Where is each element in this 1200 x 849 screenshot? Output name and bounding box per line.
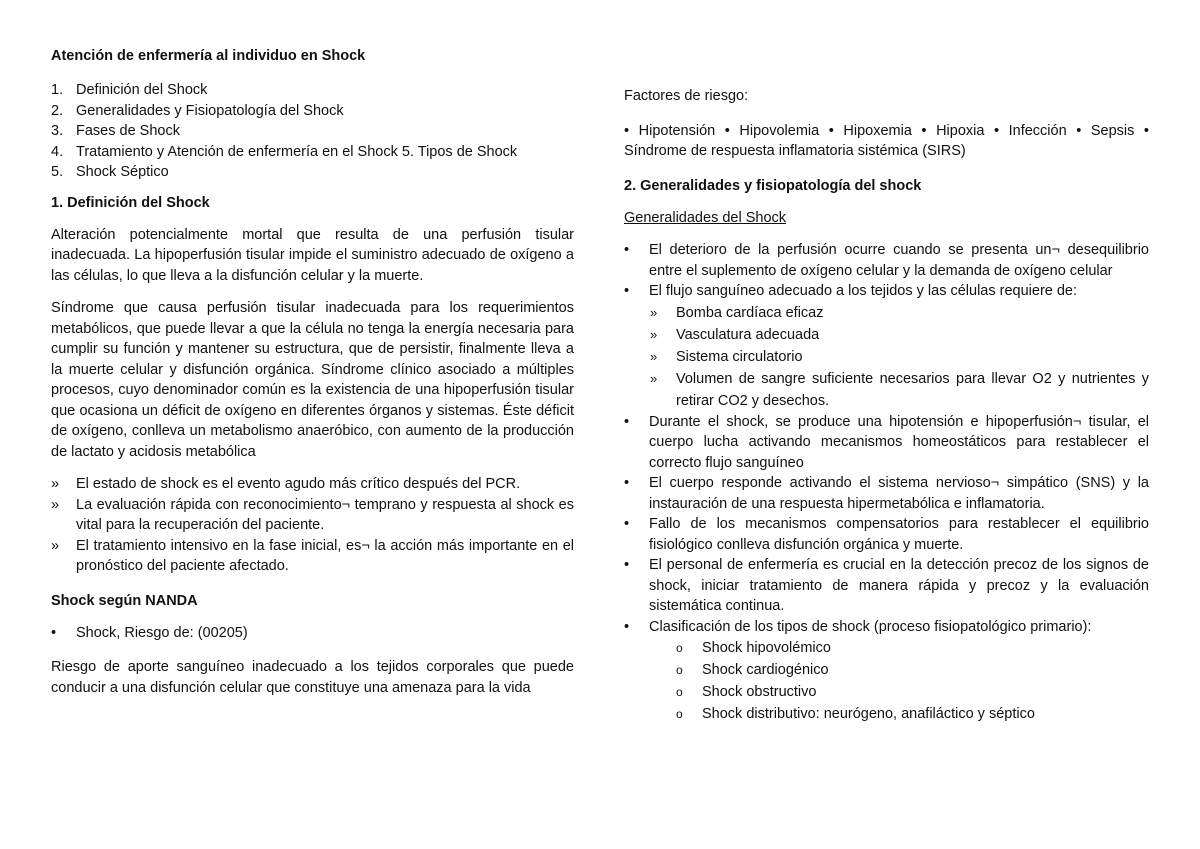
list-item: • El cuerpo responde activando el sistema nervioso¬ simpático (SNS) y la instauración de una respuesta hipermetabólica e inflamatoria.: [624, 475, 1149, 512]
list-item: » La evaluación rápida con reconocimiento¬ temprano y respuesta al shock es vital para la recuperación del paciente.: [51, 496, 574, 533]
arrow-bullet-list: [51, 474, 574, 577]
list-item: • Clasificación de los tipos de shock (proceso fisiopatológico primario): o Shock hipovolémico o Shock cardiogénico o Shock obstructivo o Shock distributivo: neurógeno, anafiláctico y séptico: [624, 617, 1149, 726]
list-item: » El tratamiento intensivo en la fase inicial, es¬ la acción más importante en el pronóstico del paciente afectado.: [51, 537, 574, 574]
list-item: • El flujo sanguíneo adecuado a los tejidos y las células requiere de: » Bomba cardíaca eficaz » Vasculatura adecuada » Sistema circulatorio » Volumen de sangre suficiente necesarios para llevar O2 y nutrientes y retirar CO2 y desechos.: [624, 281, 1149, 412]
list-item: • Durante el shock, se produce una hipotensión e hipoperfusión¬ tisular, el cuerpo lucha activando mecanismos homeostáticos para restablecer el correcto flujo sanguíneo: [624, 413, 1149, 471]
list-item: » El estado de shock es el evento agudo más crítico después del PCR.: [51, 476, 521, 492]
list-item: • Fallo de los mecanismos compensatorios para restablecer el equilibrio fisiológico conlleva disfunción orgánica y muerte.: [624, 516, 1149, 553]
left-column: [51, 46, 574, 698]
toc-item: 4. Tratamiento y Atención de enfermería en el Shock 5. Tipos de Shock: [51, 143, 518, 160]
risk-factors-text: • Hipotensión • Hipovolemia • Hipoxemia • Hipoxia • Infección • Sepsis • Síndrome de respuesta inflamatoria sistémica (SIRS): [624, 122, 1149, 159]
shock-types-list: [624, 637, 1149, 725]
section-1-heading: 1. Definición del Shock: [51, 194, 210, 211]
document-title: Atención de enfermería al individuo en Shock: [51, 48, 366, 64]
toc-item: 3. Fases de Shock: [51, 123, 180, 139]
toc-item: 5. Shock Séptico: [51, 164, 169, 180]
nanda-list: [51, 623, 574, 644]
toc-item: 1. Definición del Shock: [51, 82, 208, 98]
definition-paragraph: Alteración potencialmente mortal que resulta de una perfusión tisular inadecuada. La hipoperfusión tisular impide el suministro adecuado de oxígeno a las células, lo que lleva a la disfunción celular y la muerte.: [51, 226, 574, 284]
risk-factors-label: Factores de riesgo:: [624, 88, 749, 104]
sub-list: [624, 302, 1149, 412]
generalidades-subheading: Generalidades del Shock: [624, 209, 787, 226]
sub-list-item: o Shock obstructivo: [676, 684, 817, 700]
sub-list-item: o Shock distributivo: neurógeno, anafiláctico y séptico: [676, 706, 1035, 722]
table-of-contents: [51, 80, 574, 183]
sub-list-item: » Volumen de sangre suficiente necesarios para llevar O2 y nutrientes y retirar CO2 y desechos.: [650, 370, 1149, 409]
sub-list-item: o Shock hipovolémico: [676, 640, 831, 656]
risk-definition-paragraph: Riesgo de aporte sanguíneo inadecuado a los tejidos corporales que puede conducir a una disfunción celular que constituye una amenaza para la vida: [51, 659, 574, 696]
sub-list-item: » Bomba cardíaca eficaz: [650, 304, 824, 321]
nanda-heading: Shock según NANDA: [51, 592, 198, 609]
sub-list-item: » Sistema circulatorio: [650, 348, 803, 365]
syndrome-paragraph: Síndrome que causa perfusión tisular inadecuada para los requerimientos metabólicos, que puede llevar a que la célula no tenga la energía necesaria para cumplir su función y mantener su estructura, que de persistir, finalmente lleva a la muerte celular y disfunción orgánica. Síndrome clínico asociado a múltiples procesos, cuyo denominador común es la existencia de una hipoperfusión tisular que ocasiona un déficit de oxígeno en diferentes órganos y sistemas. Éste déficit de oxígeno, conlleva un metabolismo anaeróbico, con aumento de la producción de lactato y acidosis metabólica: [51, 300, 574, 460]
list-item: • El personal de enfermería es crucial en la detección precoz de los signos de shock, iniciar tratamiento de manera rápida y precoz y la evaluación sistemática continua.: [624, 557, 1149, 614]
right-column: [624, 86, 1149, 725]
sub-list-item: o Shock cardiogénico: [676, 662, 829, 678]
generalidades-list: [624, 240, 1149, 725]
section-2-heading: 2. Generalidades y fisiopatología del shock: [624, 177, 922, 194]
sub-list-item: » Vasculatura adecuada: [650, 326, 820, 343]
toc-item: 2. Generalidades y Fisiopatología del Shock: [51, 102, 344, 119]
list-item: • El deterioro de la perfusión ocurre cuando se presenta un¬ desequilibrio entre el suplemento de oxígeno celular y la demanda de oxígeno celular: [624, 242, 1149, 279]
list-item: • Shock, Riesgo de: (00205): [51, 624, 248, 641]
